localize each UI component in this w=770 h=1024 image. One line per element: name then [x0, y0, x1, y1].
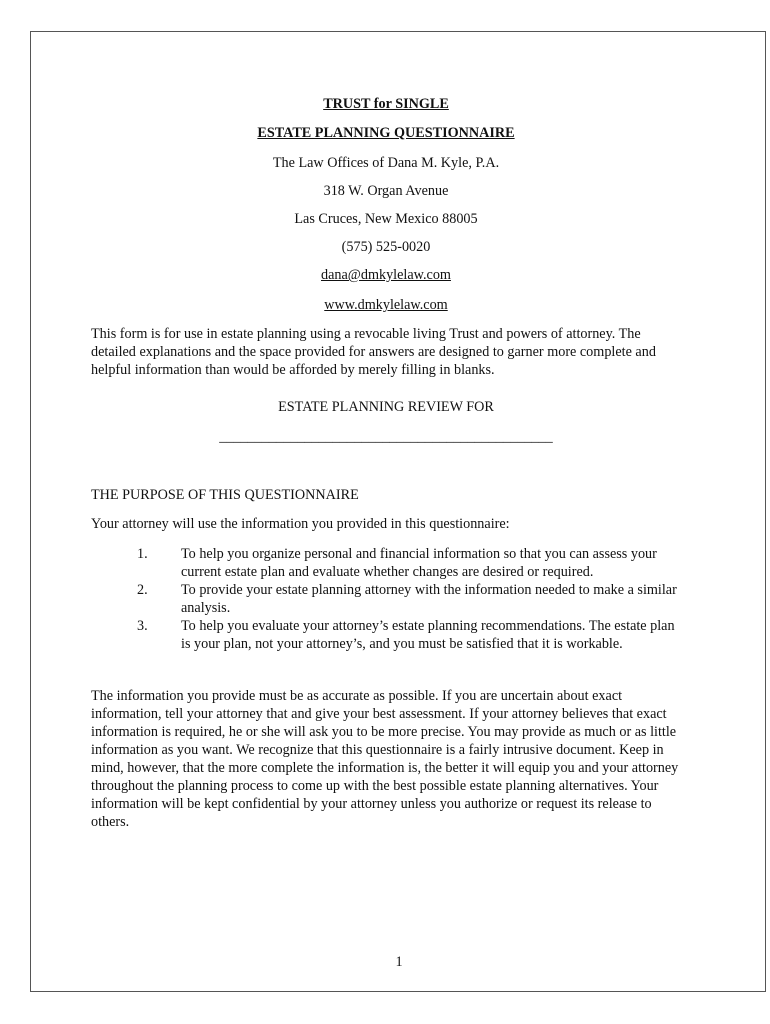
address-line-2: Las Cruces, New Mexico 88005	[294, 211, 478, 227]
document-subtitle: ESTATE PLANNING QUESTIONNAIRE	[257, 125, 515, 141]
list-item-number: 2.	[137, 582, 148, 598]
document-title: TRUST for SINGLE	[323, 96, 449, 112]
list-item-text: To help you organize personal and financial information so that you can assess your current estate plan and evaluate whether changes are desired or required.	[181, 546, 657, 580]
email-link[interactable]: dana@dmkylelaw.com	[321, 267, 451, 283]
list-item-number: 3.	[137, 618, 148, 634]
address-line-1: 318 W. Organ Avenue	[323, 183, 449, 199]
review-name-blank: _______________________________________________	[219, 429, 553, 445]
firm-name: The Law Offices of Dana M. Kyle, P.A.	[272, 155, 500, 171]
page-number: 1	[395, 954, 403, 970]
phone-number: (575) 525-0020	[341, 239, 431, 255]
list-item-text: To provide your estate planning attorney with the information needed to make a similar analysis.	[181, 582, 677, 616]
purpose-heading: THE PURPOSE OF THIS QUESTIONNAIRE	[91, 487, 359, 503]
info-paragraph: The information you provide must be as accurate as possible. If you are uncertain about exact information, tell your attorney that and give your best assessment. If your attorney believes that exact information is required, he or she will ask you to be more precise. You may provide as much or as little information as you want. We recognize that this questionnaire is a fairly intrusive document. Keep in mind, however, that the more complete the information is, the better it will equip you and your attorney throughout the planning process to come up with the best possible estate planning alternatives. Your information will be kept confidential by your attorney unless you authorize or request its release to others.	[91, 688, 679, 830]
document-page	[30, 31, 766, 992]
review-heading: ESTATE PLANNING REVIEW FOR	[278, 399, 494, 415]
purpose-intro: Your attorney will use the information you provided in this questionnaire:	[91, 516, 510, 532]
list-item-number: 1.	[137, 546, 148, 562]
website-link[interactable]: www.dmkylelaw.com	[324, 297, 448, 313]
intro-paragraph: This form is for use in estate planning using a revocable living Trust and powers of attorney. The detailed explanations and the space provided for answers are designed to garner more complete and helpful information than would be afforded by merely filling in blanks.	[91, 326, 656, 378]
list-item-text: To help you evaluate your attorney’s estate planning recommendations. The estate plan is your plan, not your attorney’s, and you must be satisfied that it is workable.	[181, 618, 675, 652]
